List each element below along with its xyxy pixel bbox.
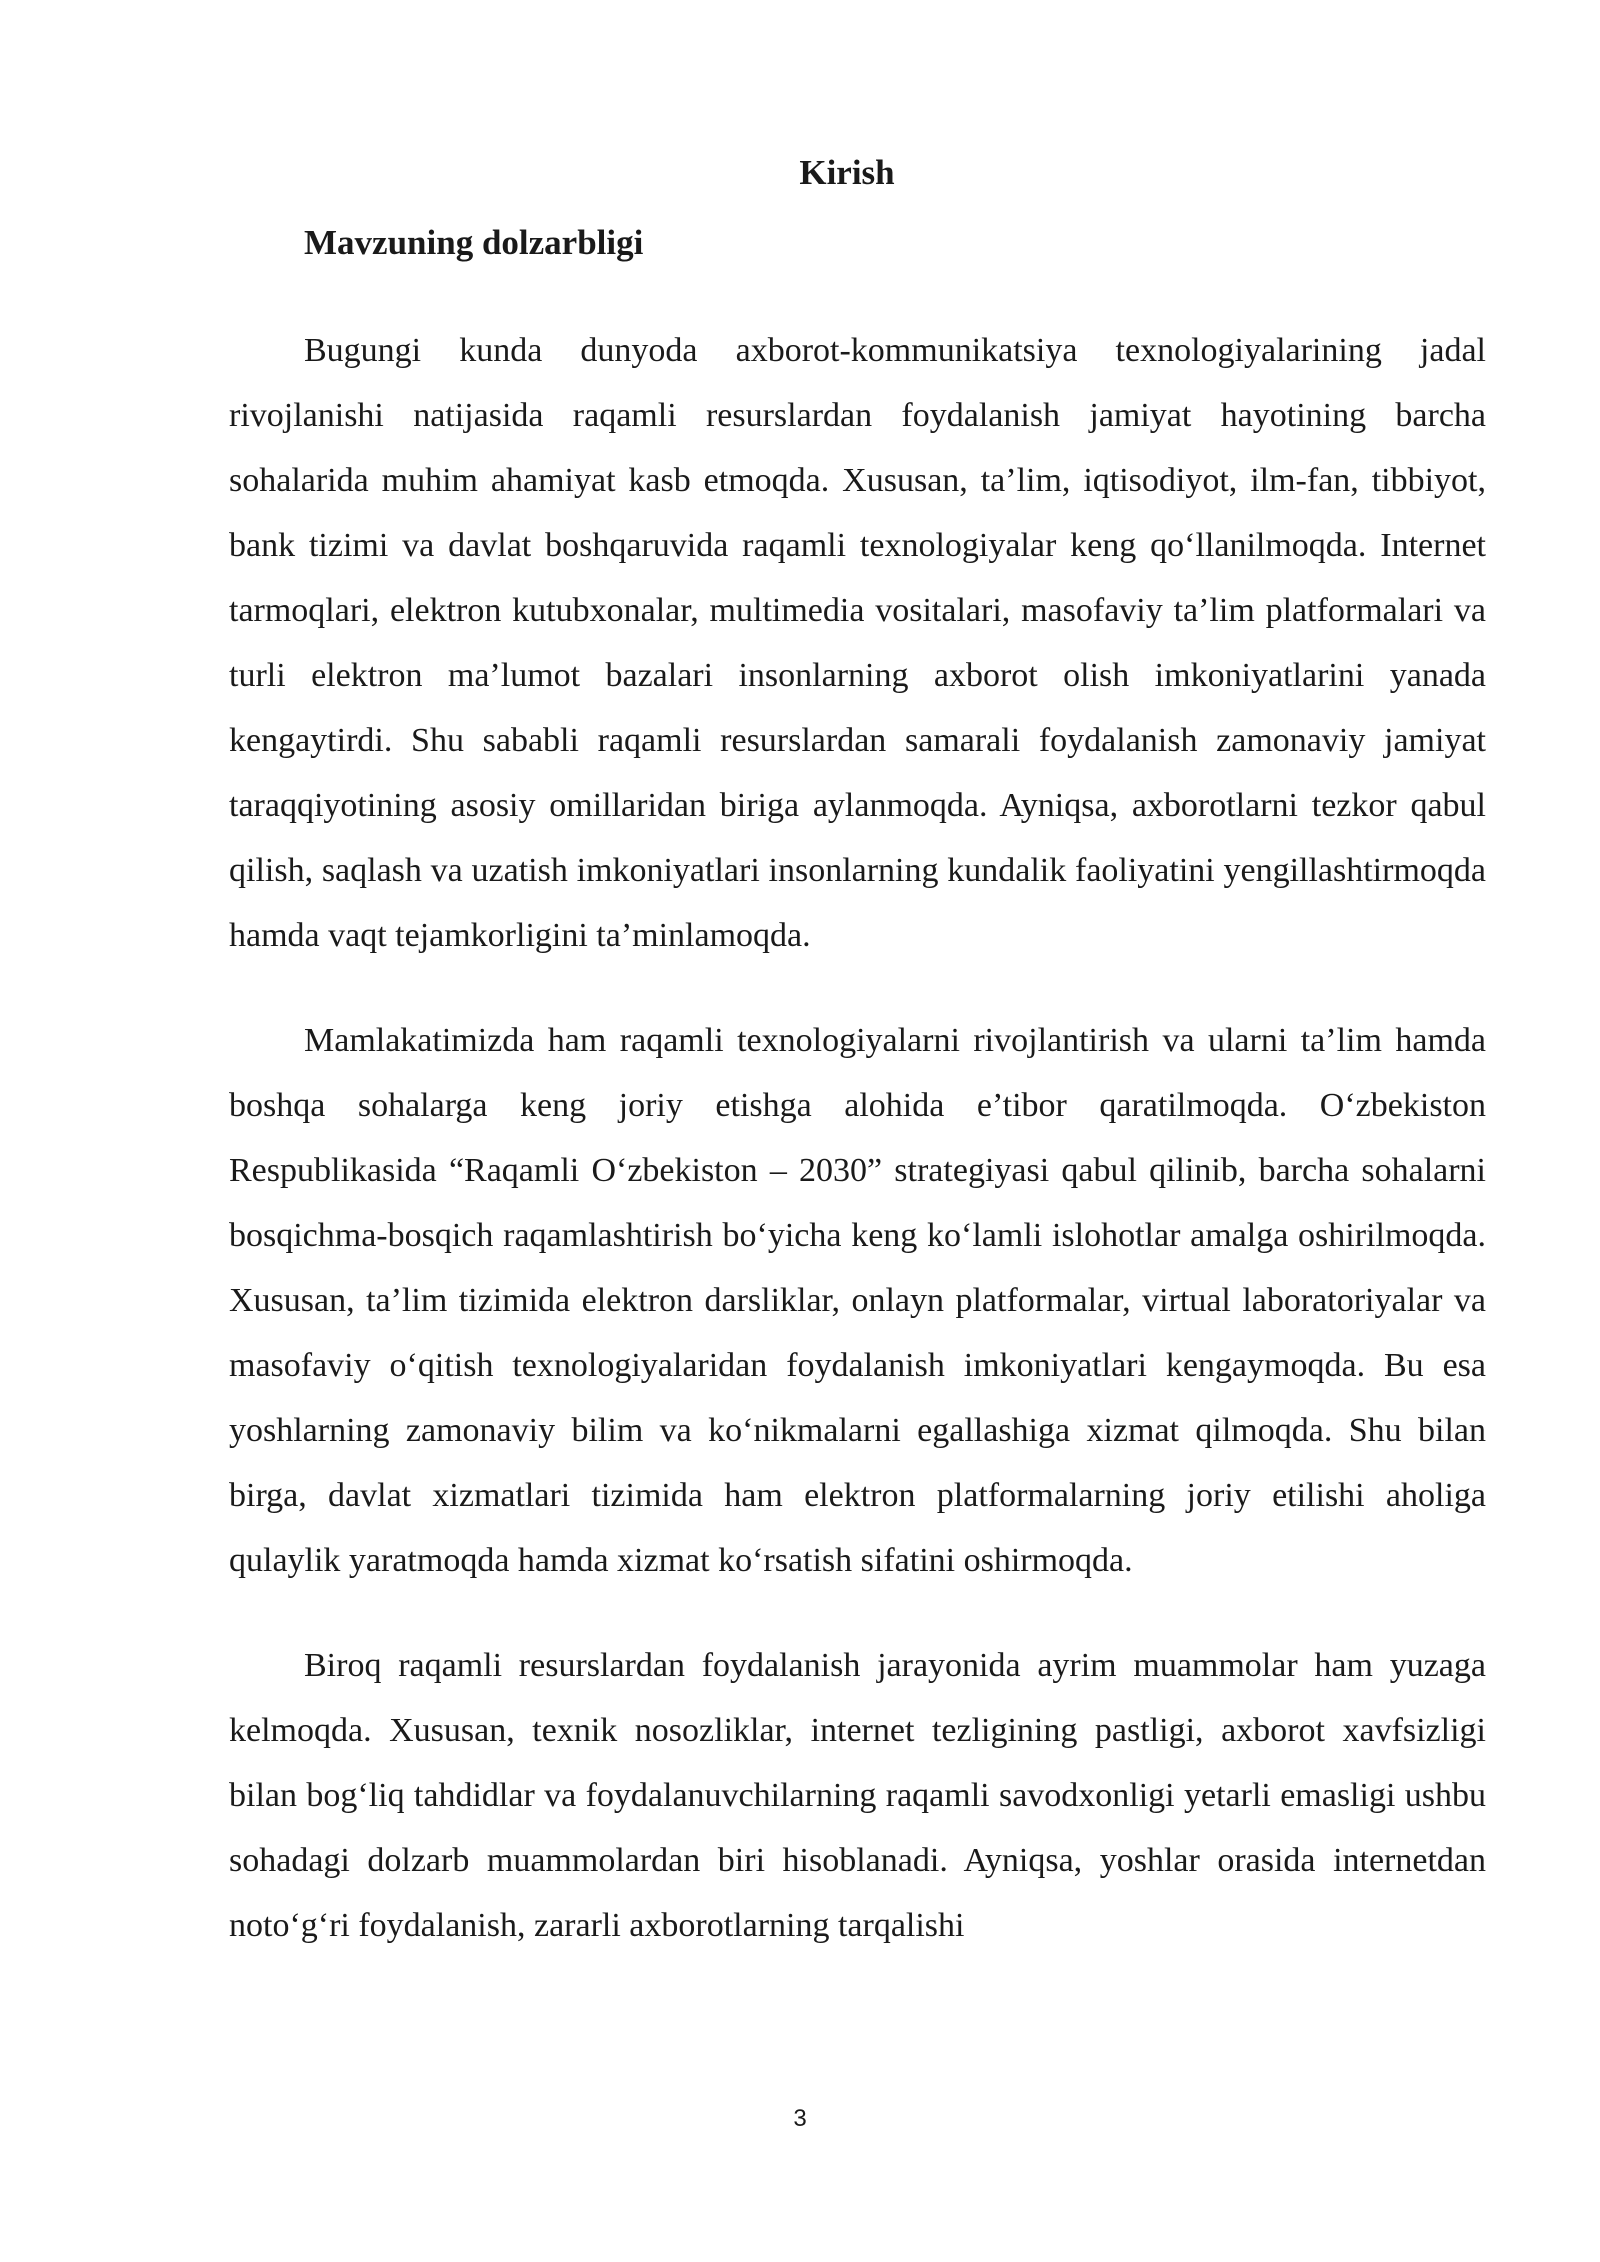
paragraph-3: Biroq raqamli resurslardan foydalanish jarayonida ayrim muammolar ham yuzaga kelmoqda. Xususan, texnik nosozliklar, internet tezligining pastligi, axborot xavfsizligi bilan bog‘liq tahdidlar va foydalanuvchilarning raqamli savodxonligi yetarli emasligi ushbu sohadagi dolzarb muammolardan biri hisoblanadi. Ayniqsa, yoshlar orasida internetdan noto‘g‘ri foydalanish, zararli axborotlarning tarqalishi [229,1647,1486,1944]
paragraph-1: Bugungi kunda dunyoda axborot-kommunikatsiya texnologiyalarining jadal rivojlanishi natijasida raqamli resurslardan foydalanish jamiyat hayotining barcha sohalarida muhim ahamiyat kasb etmoqda. Xususan, ta’lim, iqtisodiyot, ilm-fan, tibbiyot, bank tizimi va davlat boshqaruvida raqamli texnologiyalar keng qo‘llanilmoqda. Internet tarmoqlari, elektron kutubxonalar, multimedia vositalari, masofaviy ta’lim platformalari va turli elektron ma’lumot bazalari insonlarning axborot olish imkoniyatlarini yanada kengaytirdi. Shu sababli raqamli resurslardan samarali foydalanish zamonaviy jamiyat taraqqiyotining asosiy omillaridan biriga aylanmoqda. Ayniqsa, axborotlarni tezkor qabul qilish, saqlash va uzatish imkoniyatlari insonlarning kundalik faoliyatini yengillashtirmoqda hamda vaqt tejamkorligini ta’minlamoqda. [229,332,1486,954]
page-heading [0,148,1600,198]
page-number: 3 [793,2105,807,2132]
paragraph-2: Mamlakatimizda ham raqamli texnologiyalarni rivojlantirish va ularni ta’lim hamda boshqa sohalarga keng joriy etishga alohida e’tibor qaratilmoqda. O‘zbekiston Respublikasida “Raqamli O‘zbekiston – 2030” strategiyasi qabul qilinib, barcha sohalarni bosqichma-bosqich raqamlashtirish bo‘yicha keng ko‘lamli islohotlar amalga oshirilmoqda. Xususan, ta’lim tizimida elektron darsliklar, onlayn platformalar, virtual laboratoriyalar va masofaviy o‘qitish texnologiyalaridan foydalanish imkoniyatlari kengaymoqda. Bu esa yoshlarning zamonaviy bilim va ko‘nikmalarni egallashiga xizmat qilmoqda. Shu bilan birga, davlat xizmatlari tizimida ham elektron platformalarning joriy etilishi aholiga qulaylik yaratmoqda hamda xizmat ko‘rsatish sifatini oshirmoqda. [229,1022,1486,1579]
section-subheading: Mavzuning dolzarbligi [304,223,644,262]
body-text [229,318,1486,1998]
page-heading-text: Kirish [799,153,895,192]
